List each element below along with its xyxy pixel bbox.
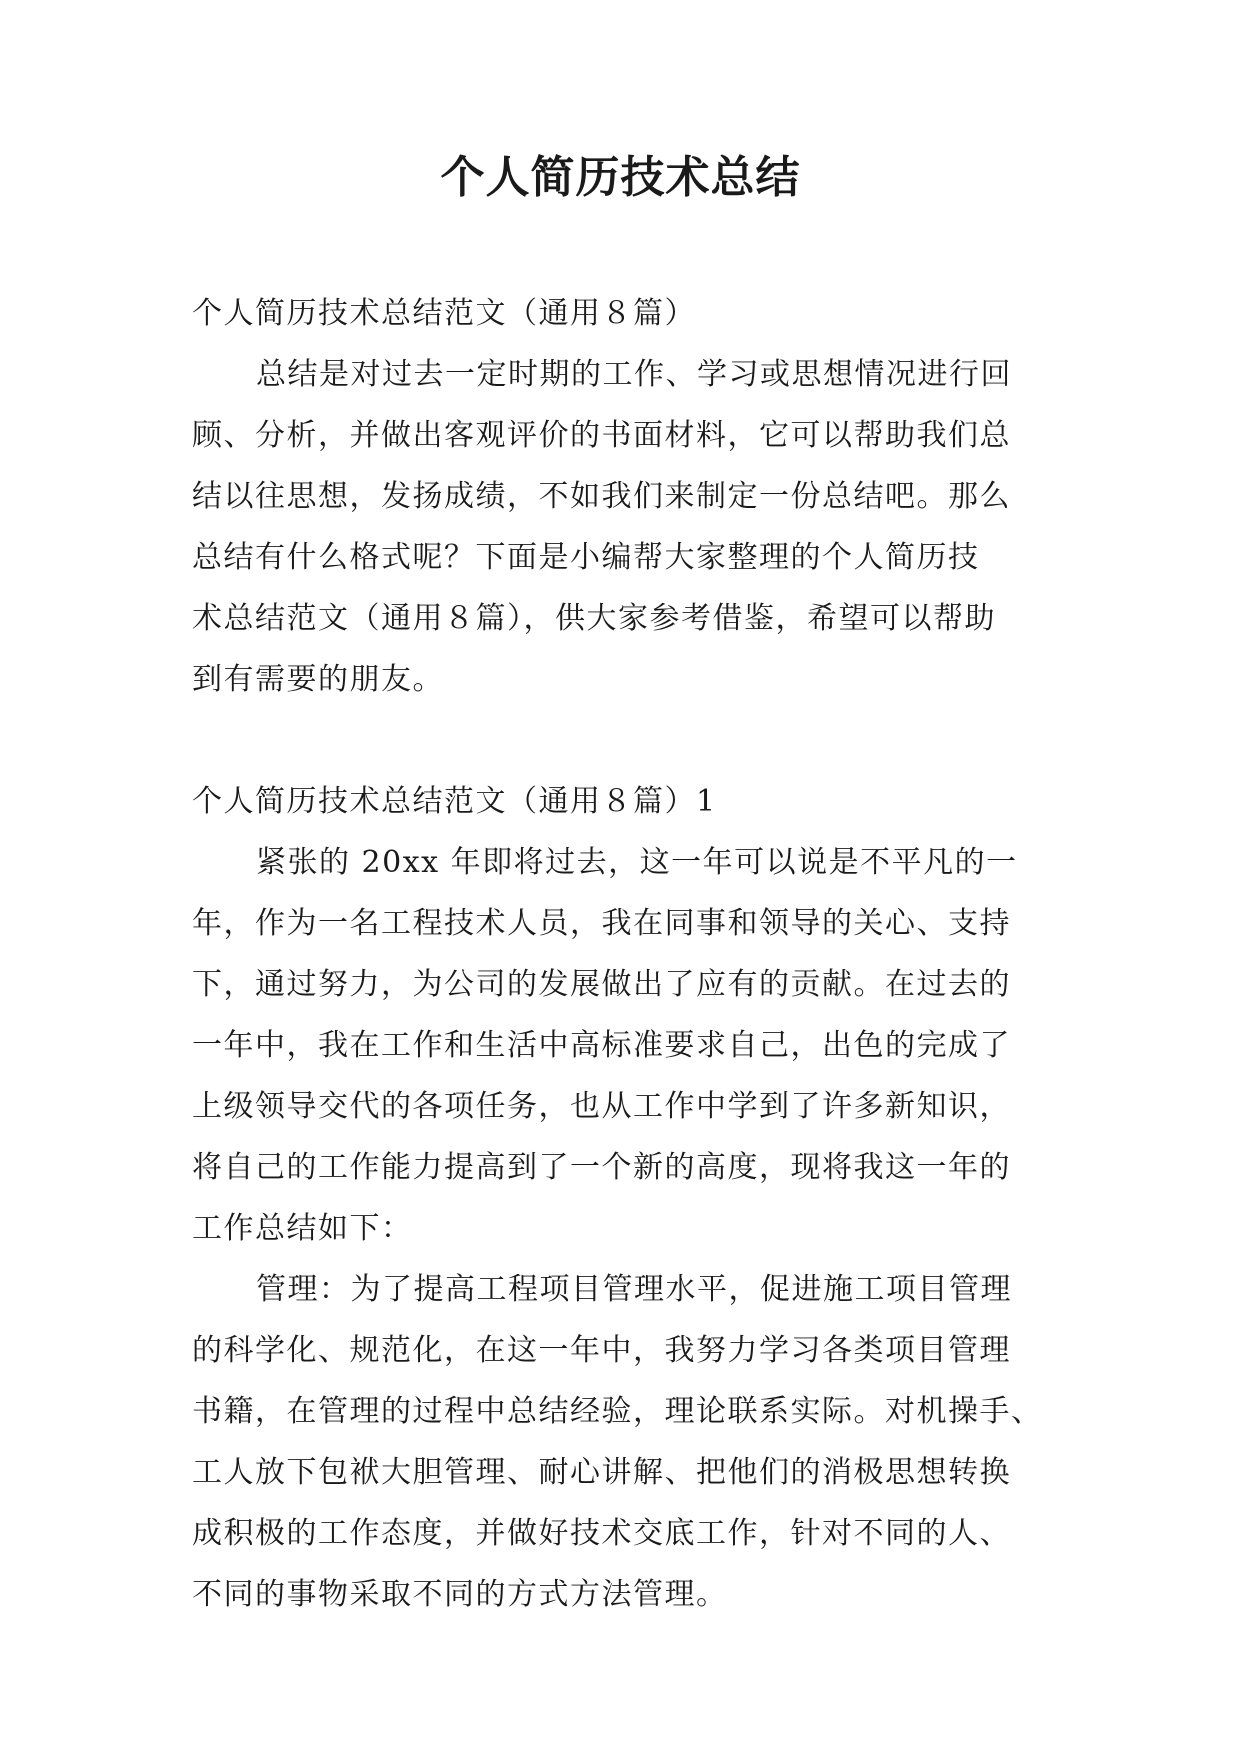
paragraph-line: 工人放下包袱大胆管理、耐心讲解、把他们的消极思想转换 xyxy=(192,1455,1011,1490)
paragraph-line: 总结是对过去一定时期的工作、学习或思想情况进行回 xyxy=(256,357,1012,392)
paragraph-line: 书籍，在管理的过程中总结经验，理论联系实际。对机操手、 xyxy=(192,1394,1043,1429)
paragraph-line: 一年中，我在工作和生活中高标准要求自己，出色的完成了 xyxy=(192,1028,1011,1063)
paragraph-line: 年，作为一名工程技术人员，我在同事和领导的关心、支持 xyxy=(192,906,1011,941)
document-subtitle: 个人简历技术总结范文（通用８篇） xyxy=(192,296,696,331)
paragraph-line: 管理：为了提高工程项目管理水平，促进施工项目管理 xyxy=(256,1272,1012,1307)
paragraph-line: 上级领导交代的各项任务，也从工作中学到了许多新知识， xyxy=(192,1089,1011,1124)
document-body xyxy=(192,283,1072,1625)
paragraph-line: 将自己的工作能力提高到了一个新的高度，现将我这一年的 xyxy=(192,1150,1011,1185)
blank-line xyxy=(192,710,1072,771)
document-title: 个人简历技术总结 xyxy=(440,152,801,203)
section1-paragraph-1 xyxy=(192,832,1072,1259)
paragraph-line: 下，通过努力，为公司的发展做出了应有的贡献。在过去的 xyxy=(192,967,1011,1002)
paragraph-line: 到有需要的朋友。 xyxy=(192,662,444,697)
section-heading: 个人简历技术总结范文（通用８篇）1 xyxy=(192,784,717,819)
paragraph-line: 的科学化、规范化，在这一年中，我努力学习各类项目管理 xyxy=(192,1333,1011,1368)
paragraph-line: 术总结范文（通用８篇），供大家参考借鉴，希望可以帮助 xyxy=(192,601,996,636)
section1-paragraph-2 xyxy=(192,1259,1072,1625)
paragraph-line: 成积极的工作态度，并做好技术交底工作，针对不同的人、 xyxy=(192,1516,1011,1551)
paragraph-line: 工作总结如下： xyxy=(192,1211,413,1246)
paragraph-line: 顾、分析，并做出客观评价的书面材料，它可以帮助我们总 xyxy=(192,418,1011,453)
paragraph-line: 不同的事物采取不同的方式方法管理。 xyxy=(192,1577,728,1612)
intro-paragraph xyxy=(192,344,1072,710)
paragraph-line: 结以往思想，发扬成绩，不如我们来制定一份总结吧。那么 xyxy=(192,479,1011,514)
paragraph-line: 总结有什么格式呢？下面是小编帮大家整理的个人简历技 xyxy=(192,540,980,575)
paragraph-line: 紧张的 20xx 年即将过去，这一年可以说是不平凡的一 xyxy=(256,845,1018,880)
